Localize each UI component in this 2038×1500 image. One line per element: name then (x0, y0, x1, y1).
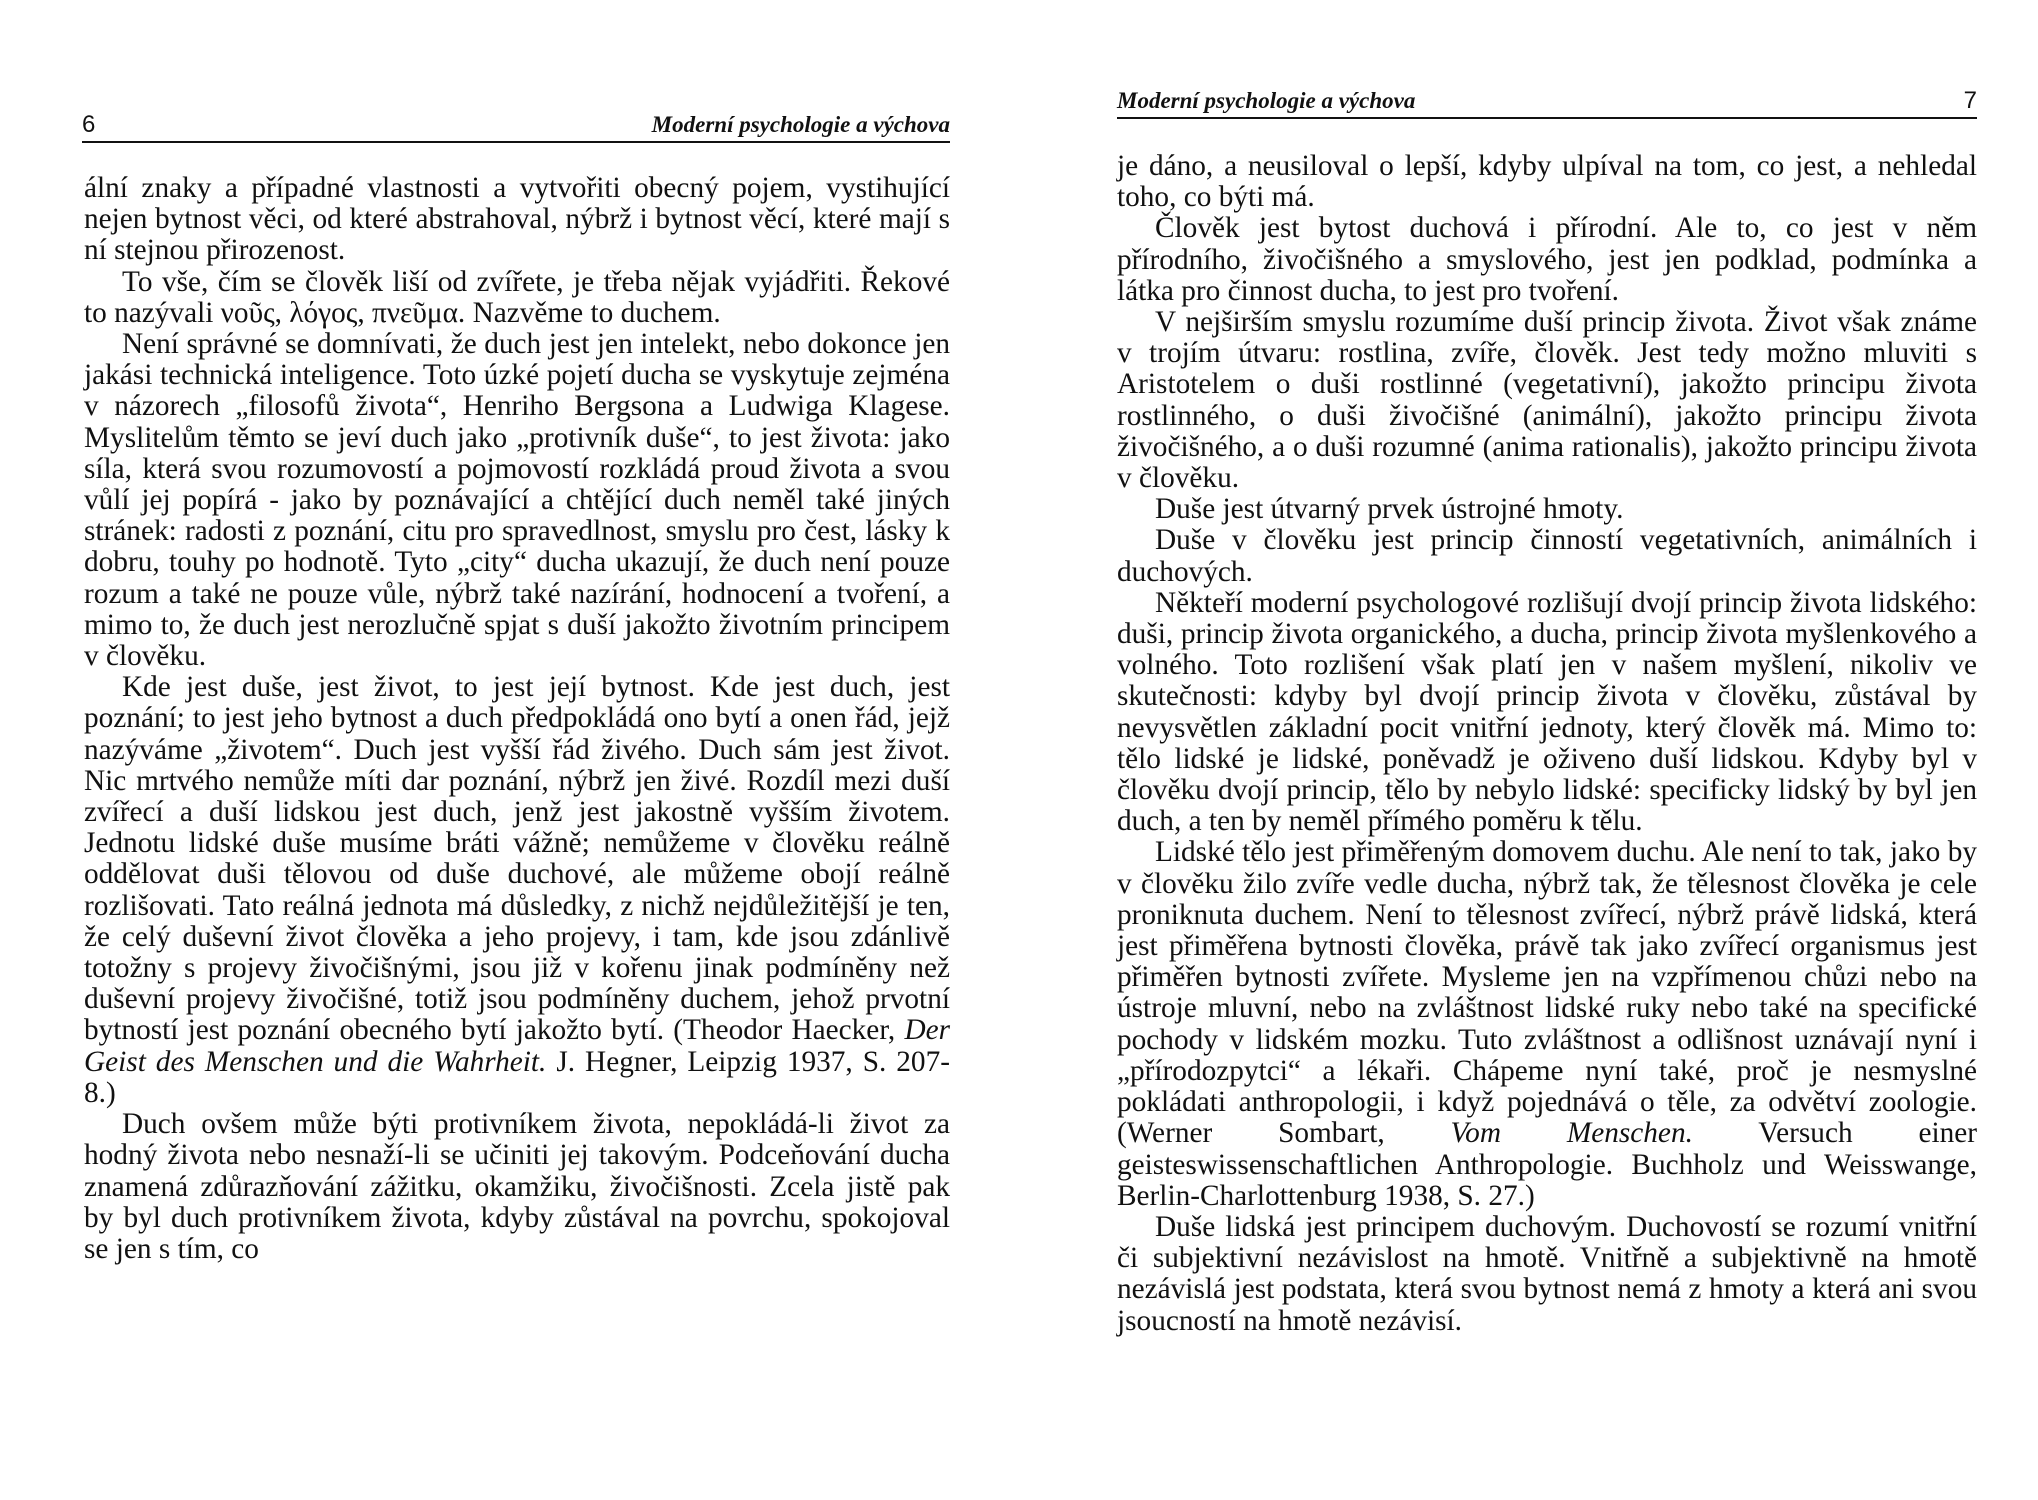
book-title-citation: Der Geist des Menschen und die Wahrheit. (84, 1014, 950, 1078)
paragraph-text: Kde jest duše, jest život, to jest její bytnost. Kde jest duch, jest poznání; to jest jeho bytnost a duch předpokládá ono bytí a onen řád, jejž nazýváme „životem“. Duch jest vyšší řád živého. Duch sám jest život. Nic mrtvého nemůže míti dar poznání, nýbrž jen živé. Rozdíl mezi duší zvířecí a duší lidskou jest duch, jenž jest jakostně vyšším životem. Jednotu lidské duše musíme bráti vážně; nemůžeme v člověku reálně oddělovat duši tělovou od duše duchové, ale můžeme obojí reálně rozlišovati. Tato reálná jednota má důsledky, z nichž nejdůležitější je ten, že celý duševní život člověka a jeho projevy, i tam, kde jsou zdánlivě totožny s projevy živočišnými, jsou již v kořenu jinak podmíněny než duševní projevy živočišné, totiž jsou podmíněny duchem, jehož prvotní bytností jest poznání obecného bytí jakožto bytí. (Theodor Haecker, (84, 671, 950, 1047)
running-head (82, 112, 950, 143)
page-number: 6 (82, 111, 96, 138)
paragraph: Člověk jest bytost duchová i přírodní. Ale to, co jest v něm přírodního, živočišného a smyslového, jest jen podklad, podmínka a látka pro činnost ducha, to jest pro tvoření. (1117, 212, 1977, 307)
paragraph: Duše v člověku jest princip činností vegetativních, animálních i duchových. (1117, 524, 1977, 588)
paragraph-text: Lidské tělo jest přiměřeným domovem duchu. Ale není to tak, jako by v člověku žilo zvíře vedle ducha, nýbrž tak, že tělesnost člověka je cele proniknuta duchem. Není to tělesnost zvířecí, nýbrž právě lidská, která jest přiměřena bytnosti člověka, právě tak jako zvířecí organismus jest přiměřen bytnosti zvířete. Mysleme jen na vzpřímenou chůzi nebo na ústroje mluvní, nebo na zvláštnost lidské ruky nebo také na specifické pochody v lidském mozku. Tuto zvláštnost a odlišnost uznávají nyní i „přírodozpytci“ a lékaři. Chápeme nyní také, proč je nesmyslné pokládati anthropologii, i když pojednává o těle, za odvětví zoologie. (Werner Sombart, (1117, 836, 1977, 1150)
paragraph: je dáno, a neusiloval o lepší, kdyby ulpíval na tom, co jest, a nehledal toho, co býti má. (1117, 150, 1977, 214)
citation-details: J. Hegner, Leipzig 1937, S. 207-8.) (84, 1045, 950, 1109)
paragraph: Duše lidská jest principem duchovým. Duchovostí se rozumí vnitřní či subjektivní nezávislost na hmotě. Vnitřně a subjektivně na hmotě nezávislá jest podstata, která svou bytnost nemá z hmoty a která ani svou jsoucností na hmotě nezávisí. (1117, 1210, 1977, 1337)
right-page (1019, 0, 2038, 1500)
body-text (1117, 151, 1977, 1337)
paragraph (84, 672, 950, 1109)
running-title: Moderní psychologie a výchova (651, 112, 950, 137)
book-title-citation: Vom Menschen. (1450, 1117, 1693, 1150)
paragraph: V nejširším smyslu rozumíme duší princip života. Život však známe v trojím útvaru: rostlina, zvíře, člověk. Jest tedy možno mluviti s Aristotelem o duši rostlinné (vegetativní), jakožto principu života rostlinného, o duši živočišné (animální), jakožto principu života živočišného, a o duši rozumné (anima rationalis), jakožto principu života v člověku. (1117, 306, 1977, 495)
running-title: Moderní psychologie a výchova (1117, 88, 1416, 113)
page-number: 7 (1963, 87, 1977, 114)
paragraph: Duše jest útvarný prvek ústrojné hmoty. (1155, 493, 1624, 526)
body-text (84, 173, 950, 1265)
paragraph: Není správné se domnívati, že duch jest jen intelekt, nebo dokonce jen jakási technická inteligence. Toto úzké pojetí ducha se vyskytuje zejména v názorech „filosofů života“, Henriho Bergsona a Ludwiga Klagese. Myslitelům těmto se jeví duch jako „protivník duše“, to jest života: jako síla, která svou rozumovostí a pojmovostí rozkládá proud života a svou vůlí jej popírá - jako by poznávající a chtějící duch neměl také jiných stránek: radosti z poznání, citu pro spravedlnost, smyslu pro čest, lásky k dobru, touhy po hodnotě. Tyto „city“ ducha ukazují, že duch není pouze rozum a také ne pouze vůle, nýbrž také nazírání, hodnocení a tvoření, a mimo to, že duch jest nerozlučně spjat s duší jakožto životním principem v člověku. (84, 328, 950, 673)
running-head (1117, 88, 1977, 119)
paragraph: Duch ovšem může býti protivníkem života, nepokládá-li život za hodný života nebo nesnaží-li se učiniti jej takovým. Podceňování ducha znamená zdůrazňování zážitku, okamžiku, živočišnosti. Zcela jistě pak by byl duch protivníkem života, kdyby zůstával na povrchu, spokojoval se jen s tím, co (84, 1108, 950, 1265)
citation-details: Versuch einer geisteswissenschaftlichen Anthropologie. Buchholz und Weisswange, Berlin-Charlottenburg 1938, S. 27.) (1117, 1117, 1977, 1212)
paragraph-text: To vše, čím se člověk liší od zvířete, je třeba nějak vyjádřiti. Řekové to nazývali νοῦς, λόγος, πνεῦμα. Nazvěme to duchem. (84, 265, 950, 329)
paragraph (1117, 837, 1977, 1211)
paragraph: ální znaky a případné vlastnosti a vytvořiti obecný pojem, vystihující nejen bytnost věci, od které abstrahoval, nýbrž i bytnost věcí, které mají s ní stejnou přirozenost. (84, 172, 950, 267)
paragraph (84, 267, 950, 329)
paragraph: Někteří moderní psychologové rozlišují dvojí princip života lidského: duši, princip života organického, a ducha, princip života myšlenkového a volného. Toto rozlišení však platí jen v našem myšlení, nikoliv ve skutečnosti: kdyby byl dvojí princip života v člověku, zůstával by nevysvětlen základní pocit vnitřní jednoty, který člověk má. Mimo to: tělo lidské je lidské, poněvadž je oživeno duší lidskou. Kdyby byl v člověku dvojí princip, tělo by nebylo lidské: specificky lidský by byl jen duch, a ten by neměl přímého poměru k tělu. (1117, 586, 1977, 838)
